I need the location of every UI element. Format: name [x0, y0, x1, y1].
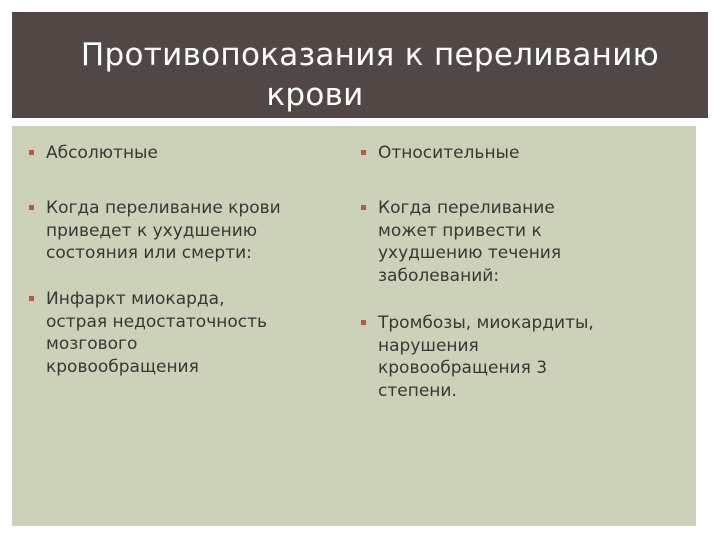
right-item-examples [378, 312, 678, 402]
title-band [12, 12, 708, 118]
left-item-text: Инфаркт миокарда, острая недостаточность мозгового кровообращения [46, 289, 268, 377]
left-item-text: Абсолютные [46, 143, 158, 163]
right-item-relative [378, 142, 678, 165]
bullet-icon [361, 205, 366, 210]
bullet-icon [29, 150, 34, 155]
content-area [12, 126, 696, 526]
right-item-text: Относительные [378, 143, 520, 163]
left-item-absolute [46, 142, 346, 165]
bullet-icon [29, 296, 34, 301]
slide-title-line-1: Противопоказания к переливанию [80, 37, 660, 73]
slide-title-line-2: крови [266, 77, 364, 113]
left-item-description [46, 197, 346, 265]
left-item-text: Когда переливание крови приведет к ухудшению состояния или смерти: [46, 198, 281, 263]
right-item-text: Тромбозы, миокардиты, нарушения кровообращения 3 степени. [378, 313, 594, 401]
right-item-description [378, 197, 678, 287]
bullet-icon [361, 320, 366, 325]
bullet-icon [361, 150, 366, 155]
right-item-text: Когда переливание может привести к ухудшению течения заболеваний: [378, 198, 562, 286]
slide-title [12, 35, 708, 115]
left-item-examples [46, 288, 346, 378]
bullet-icon [29, 205, 34, 210]
